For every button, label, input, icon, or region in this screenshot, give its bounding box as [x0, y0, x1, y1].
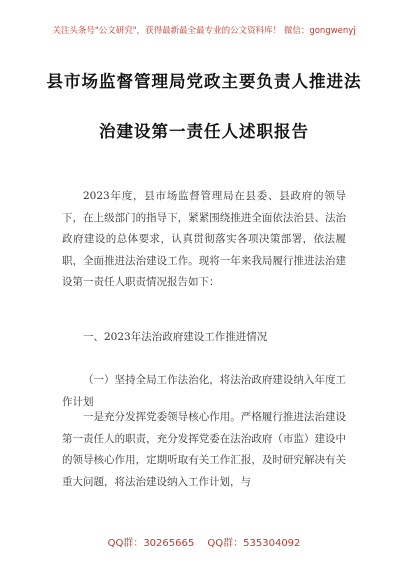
- section-heading-1: 一、2023年法治政府建设工作推进情况: [83, 331, 268, 343]
- intro-paragraph: 2023年度，县市场监督管理局在县委、县政府的领导下，在上级部门的指导下，紧紧围绕推进全面依法治县、法治政府建设的总体要求，认真贯彻落实各项决策部署，依法履职，全面推进法治建设工作。现将一年来我局履行推进法治建设第一责任人职责情况报告如下：: [62, 190, 346, 288]
- document-title-line-1: 县市场监督管理局党政主要负责人推进法: [46, 72, 362, 91]
- header-note: 关注头条号"公文研究"，获得最新最全最专业的公文资料库！ 微信：gongwenyj: [52, 26, 356, 36]
- footer-qq-groups: QQ群：30265665 QQ群：535304092: [107, 538, 301, 549]
- body-paragraph-1: 一是充分发挥党委领导核心作用。严格履行推进法治建设第一责任人的职责，充分发挥党委在法治政府（市监）建设中的领导核心作用，定期听取有关工作汇报，及时研究解决有关重大问题，将法治建设纳入工作计划，与: [62, 411, 346, 488]
- subsection-heading-1: （一）坚持全局工作法治化，将法治政府建设纳入年度工作计划: [62, 374, 346, 408]
- document-title-line-2: 治建设第一责任人述职报告: [99, 122, 309, 141]
